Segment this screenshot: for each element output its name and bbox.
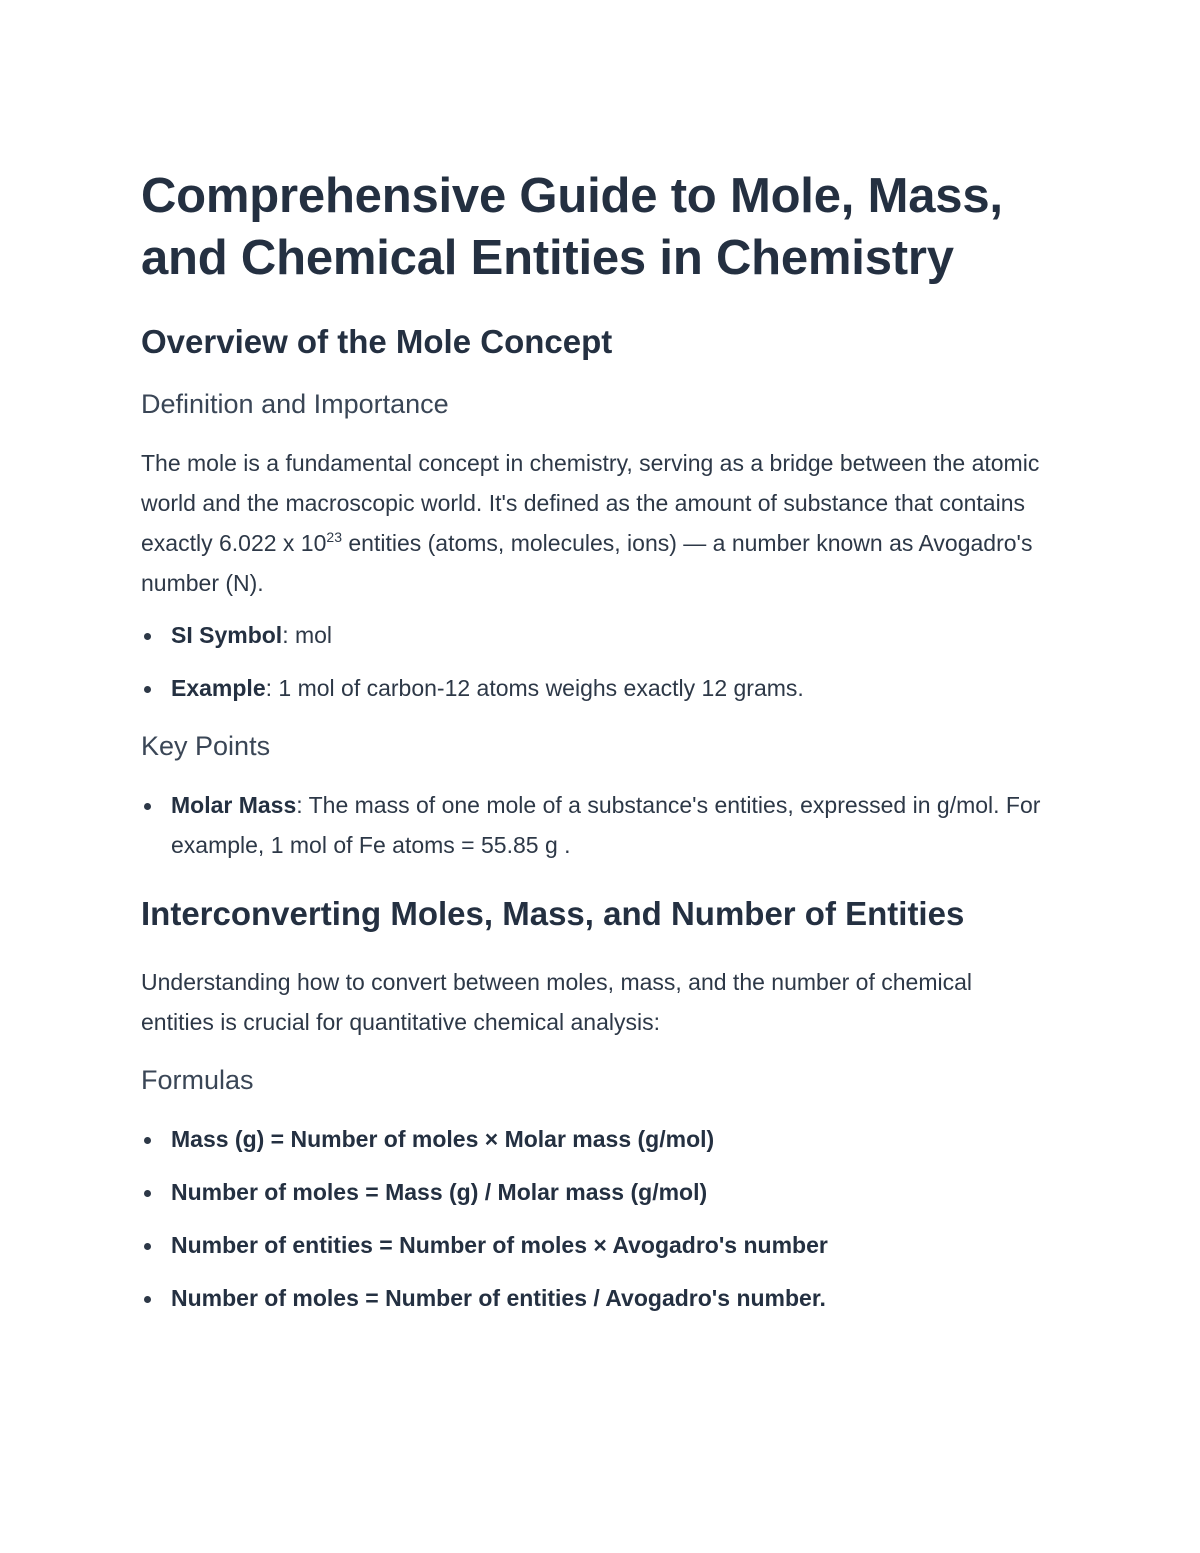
interconverting-paragraph: Understanding how to convert between moles, mass, and the number of chemical entities is crucial for quantitative chemical analysis: [141,969,972,1035]
list-item [141,785,1051,865]
list-item-text: : The mass of one mole of a substance's entities, expressed in g/mol. For example, 1 mol of Fe atoms = 55.85 g . [171,792,1041,858]
definition-text-end: entities (atoms, molecules, ions) — a number known as Avogadro's number (N). [141,530,1033,596]
list-item-label: SI Symbol [171,622,283,648]
formula-text: Number of moles = Number of entities / Avogadro's number. [171,1285,826,1311]
list-item-label: Molar Mass [171,792,297,818]
definition-list [141,615,1051,708]
list-item-text: : mol [282,622,333,648]
formula-text: Number of entities = Number of moles × Avogadro's number [171,1232,828,1258]
definition-paragraph [141,443,1051,603]
key-points-list [141,785,1051,865]
subheading-key-points: Key Points [141,731,271,761]
formula-text: Number of moles = Mass (g) / Molar mass (g/mol) [171,1179,708,1205]
document-page [141,165,1051,1318]
formula-item [141,1225,1051,1265]
section-heading-interconverting: Interconverting Moles, Mass, and Number of Entities [141,895,965,932]
page-title: Comprehensive Guide to Mole, Mass, and Chemical Entities in Chemistry [141,169,1003,285]
list-item [141,615,1051,655]
definition-text-start: The mole is a fundamental concept in chemistry, serving as a bridge between the atomic world and the macroscopic world. It's defined as the amount of substance that contains exactly 6.022 x 10 [141,450,1040,556]
formula-item [141,1172,1051,1212]
section-heading-mole-concept: Overview of the Mole Concept [141,323,613,360]
list-item-text: : 1 mol of carbon-12 atoms weighs exactly 12 grams. [265,675,804,701]
formula-text: Mass (g) = Number of moles × Molar mass (g/mol) [171,1126,715,1152]
formula-item [141,1278,1051,1318]
formulas-list [141,1119,1051,1318]
list-item-label: Example [171,675,266,701]
list-item [141,668,1051,708]
exponent: 23 [326,529,342,545]
formula-item [141,1119,1051,1159]
subheading-formulas: Formulas [141,1065,254,1095]
subheading-definition: Definition and Importance [141,389,449,419]
